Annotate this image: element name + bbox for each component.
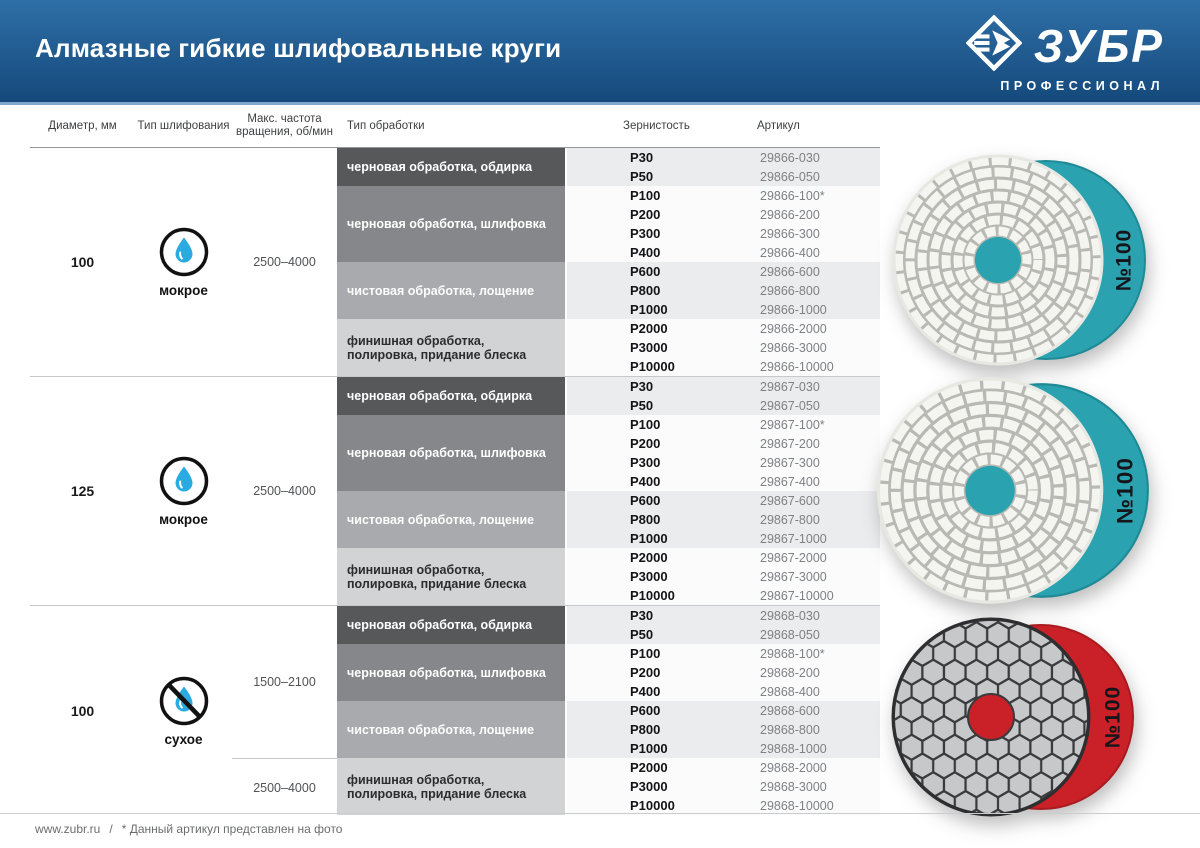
- brand-logo: [966, 15, 1164, 93]
- page-footer: [35, 822, 342, 836]
- article-value: 29866-2000: [760, 321, 827, 336]
- diameter-cell: [30, 377, 135, 605]
- table-row: [567, 319, 880, 338]
- rpm-value: 2500–4000: [253, 484, 316, 498]
- diameter-value: 100: [70, 703, 95, 719]
- grain-value: P50: [630, 627, 654, 642]
- table-row: [567, 453, 880, 472]
- page-title: Алмазные гибкие шлифовальные круги: [35, 33, 562, 63]
- article-value: 29866-030: [760, 150, 820, 165]
- article-value: 29867-100*: [760, 417, 825, 432]
- table-row: [567, 205, 880, 224]
- grain-article-column: [567, 148, 880, 376]
- grain-rows-block: [567, 415, 880, 491]
- table-row: [567, 377, 880, 396]
- table-body: [30, 148, 880, 816]
- grain-value: P10000: [630, 588, 675, 603]
- grain-value: P400: [630, 245, 661, 260]
- table-row: [567, 281, 880, 300]
- table-row: [567, 148, 880, 167]
- article-value: 29868-200: [760, 665, 820, 680]
- diameter-value: 125: [70, 483, 95, 499]
- product-group: [30, 376, 880, 605]
- rpm-cell: [232, 377, 337, 605]
- grain-value: P1000: [630, 531, 668, 546]
- product-group: [30, 605, 880, 816]
- column-header-rpm: Макс. частота вращения, об/мин: [236, 113, 333, 138]
- grain-rows-block: [567, 644, 880, 701]
- article-value: 29866-800: [760, 283, 820, 298]
- grain-value: P200: [630, 665, 661, 680]
- table-row: [567, 663, 880, 682]
- product-group: [30, 148, 880, 376]
- grain-value: P50: [630, 398, 654, 413]
- grain-value: P1000: [630, 302, 668, 317]
- table-row: [567, 186, 880, 205]
- table-row: [567, 434, 880, 453]
- grain-value: P300: [630, 455, 661, 470]
- footer-divider: [0, 813, 1200, 814]
- article-value: 29866-050: [760, 169, 820, 184]
- footer-separator: /: [109, 822, 113, 836]
- grain-rows-block: [567, 377, 880, 415]
- column-header-grain: Зернистость: [623, 119, 690, 132]
- article-value: 29868-030: [760, 608, 820, 623]
- processing-type-label: финишная обработка, полировка, придание блеска: [347, 562, 527, 591]
- table-row: [567, 529, 880, 548]
- grain-value: P10000: [630, 798, 675, 813]
- article-value: 29868-050: [760, 627, 820, 642]
- grain-value: P200: [630, 436, 661, 451]
- article-value: 29867-030: [760, 379, 820, 394]
- zubr-diamond-icon: [966, 15, 1022, 76]
- table-row: [567, 777, 880, 796]
- processing-type-cell: [337, 606, 565, 644]
- article-value: 29867-400: [760, 474, 820, 489]
- processing-type-label: черновая обработка, обдирка: [347, 618, 533, 632]
- processing-type-label: чистовая обработка, лощение: [347, 512, 535, 527]
- article-value: 29867-200: [760, 436, 820, 451]
- product-photo-dry-disc-100: [890, 616, 1190, 818]
- article-value: 29866-600: [760, 264, 820, 279]
- grind-type-label: мокрое: [159, 283, 208, 298]
- column-header-grind-type: Тип шлифования: [137, 119, 230, 132]
- grain-value: P30: [630, 608, 654, 623]
- table-row: [567, 167, 880, 186]
- grain-value: P200: [630, 207, 661, 222]
- grain-rows-block: [567, 606, 880, 644]
- grain-value: P100: [630, 646, 661, 661]
- processing-type-label: черновая обработка, обдирка: [347, 389, 533, 403]
- processing-type-cell: [337, 758, 565, 815]
- article-value: 29868-800: [760, 722, 820, 737]
- water-drop-icon: [158, 455, 210, 507]
- article-value: 29866-100*: [760, 188, 825, 203]
- brand-name: ЗУБР: [1033, 19, 1164, 72]
- grain-value: P600: [630, 703, 661, 718]
- grain-value: P10000: [630, 359, 675, 374]
- rpm-value: 2500–4000: [253, 780, 316, 795]
- disc-badge: №100: [1112, 228, 1136, 292]
- article-value: 29867-2000: [760, 550, 827, 565]
- grain-value: P100: [630, 188, 661, 203]
- grain-rows-block: [567, 319, 880, 376]
- processing-column: [337, 148, 565, 376]
- article-value: 29866-1000: [760, 302, 827, 317]
- grain-value: P30: [630, 379, 654, 394]
- grain-value: P3000: [630, 340, 668, 355]
- rpm-cell: [232, 606, 337, 758]
- table-row: [567, 262, 880, 281]
- table-row: [567, 606, 880, 625]
- grind-type-cell: [135, 606, 232, 816]
- table-header-row: [30, 105, 880, 148]
- grain-value: P2000: [630, 321, 668, 336]
- article-value: 29867-050: [760, 398, 820, 413]
- water-drop-icon: [158, 226, 210, 278]
- rpm-column: [232, 377, 337, 605]
- grain-value: P3000: [630, 569, 668, 584]
- grain-value: P1000: [630, 741, 668, 756]
- grind-type-label: сухое: [164, 732, 203, 747]
- processing-type-cell: [337, 491, 565, 548]
- article-value: 29866-200: [760, 207, 820, 222]
- product-photo-wet-disc-125: [872, 368, 1194, 613]
- grain-value: P3000: [630, 779, 668, 794]
- processing-type-cell: [337, 262, 565, 319]
- processing-type-label: чистовая обработка, лощение: [347, 722, 535, 737]
- site-link[interactable]: www.zubr.ru: [35, 822, 101, 836]
- article-value: 29867-1000: [760, 531, 827, 546]
- processing-type-label: черновая обработка, обдирка: [347, 160, 533, 174]
- article-value: 29868-3000: [760, 779, 827, 794]
- article-value: 29866-300: [760, 226, 820, 241]
- article-value: 29868-100*: [760, 646, 825, 661]
- table-row: [567, 758, 880, 777]
- article-value: 29867-800: [760, 512, 820, 527]
- processing-type-label: черновая обработка, шлифовка: [347, 217, 546, 231]
- table-row: [567, 586, 880, 605]
- grain-article-column: [567, 606, 880, 816]
- processing-type-cell: [337, 319, 565, 376]
- processing-column: [337, 606, 565, 816]
- column-header-article: Артикул: [757, 119, 800, 132]
- article-value: 29868-1000: [760, 741, 827, 756]
- diameter-cell: [30, 148, 135, 376]
- grain-rows-block: [567, 148, 880, 186]
- processing-column: [337, 377, 565, 605]
- grain-rows-block: [567, 548, 880, 605]
- table-row: [567, 472, 880, 491]
- article-value: 29867-600: [760, 493, 820, 508]
- grain-value: P30: [630, 150, 654, 165]
- article-value: 29866-10000: [760, 359, 834, 374]
- article-value: 29868-10000: [760, 798, 834, 813]
- grain-value: P600: [630, 493, 661, 508]
- article-value: 29867-300: [760, 455, 820, 470]
- rpm-cell: [232, 758, 337, 816]
- grain-value: P2000: [630, 550, 668, 565]
- table-row: [567, 548, 880, 567]
- processing-type-cell: [337, 415, 565, 491]
- rpm-cell: [232, 148, 337, 376]
- column-header-processing-type: Тип обработки: [347, 119, 425, 132]
- rpm-column: [232, 148, 337, 376]
- grain-value: P100: [630, 417, 661, 432]
- article-value: 29867-3000: [760, 569, 827, 584]
- article-value: 29866-400: [760, 245, 820, 260]
- processing-type-label: чистовая обработка, лощение: [347, 283, 535, 298]
- grain-rows-block: [567, 262, 880, 319]
- processing-type-label: черновая обработка, шлифовка: [347, 446, 546, 460]
- table-row: [567, 357, 880, 376]
- brand-subtitle: ПРОФЕССИОНАЛ: [1000, 79, 1164, 93]
- processing-type-cell: [337, 548, 565, 605]
- grain-value: P800: [630, 722, 661, 737]
- table-row: [567, 567, 880, 586]
- grain-value: P400: [630, 474, 661, 489]
- grain-value: P600: [630, 264, 661, 279]
- table-row: [567, 625, 880, 644]
- processing-type-cell: [337, 148, 565, 186]
- grain-value: P800: [630, 283, 661, 298]
- table-row: [567, 739, 880, 758]
- grain-article-column: [567, 377, 880, 605]
- table-row: [567, 682, 880, 701]
- grain-rows-block: [567, 701, 880, 758]
- processing-type-label: финишная обработка, полировка, придание блеска: [347, 333, 527, 362]
- article-value: 29868-400: [760, 684, 820, 699]
- rpm-column: [232, 606, 337, 816]
- grain-value: P50: [630, 169, 654, 184]
- grain-rows-block: [567, 758, 880, 815]
- table-row: [567, 491, 880, 510]
- article-value: 29866-3000: [760, 340, 827, 355]
- table-row: [567, 720, 880, 739]
- table-row: [567, 701, 880, 720]
- grain-value: P2000: [630, 760, 668, 775]
- footnote: * Данный артикул представлен на фото: [121, 822, 343, 836]
- grind-type-cell: [135, 377, 232, 605]
- rpm-value: 2500–4000: [253, 255, 316, 269]
- grain-value: P400: [630, 684, 661, 699]
- processing-type-cell: [337, 701, 565, 758]
- processing-type-cell: [337, 377, 565, 415]
- processing-type-cell: [337, 644, 565, 701]
- grind-type-cell: [135, 148, 232, 376]
- article-value: 29868-600: [760, 703, 820, 718]
- grain-rows-block: [567, 186, 880, 262]
- grind-type-label: мокрое: [159, 512, 208, 527]
- table-row: [567, 510, 880, 529]
- no-water-drop-icon: [158, 675, 210, 727]
- table-row: [567, 224, 880, 243]
- article-value: 29868-2000: [760, 760, 827, 775]
- grain-value: P800: [630, 512, 661, 527]
- processing-type-label: финишная обработка, полировка, придание блеска: [347, 772, 527, 801]
- table-row: [567, 415, 880, 434]
- grain-rows-block: [567, 491, 880, 548]
- grain-value: P300: [630, 226, 661, 241]
- diameter-value: 100: [70, 254, 95, 270]
- table-row: [567, 338, 880, 357]
- table-row: [567, 300, 880, 319]
- table-row: [567, 243, 880, 262]
- disc-badge: №100: [1101, 685, 1125, 749]
- product-photo-wet-disc-100: [888, 146, 1188, 374]
- article-value: 29867-10000: [760, 588, 834, 603]
- column-header-diameter: Диаметр, мм: [48, 119, 117, 132]
- disc-badge: №100: [1112, 456, 1138, 525]
- table-row: [567, 644, 880, 663]
- table-row: [567, 396, 880, 415]
- processing-type-label: черновая обработка, шлифовка: [347, 665, 546, 680]
- rpm-value: 1500–2100: [253, 675, 316, 689]
- processing-type-cell: [337, 186, 565, 262]
- diameter-cell: [30, 606, 135, 816]
